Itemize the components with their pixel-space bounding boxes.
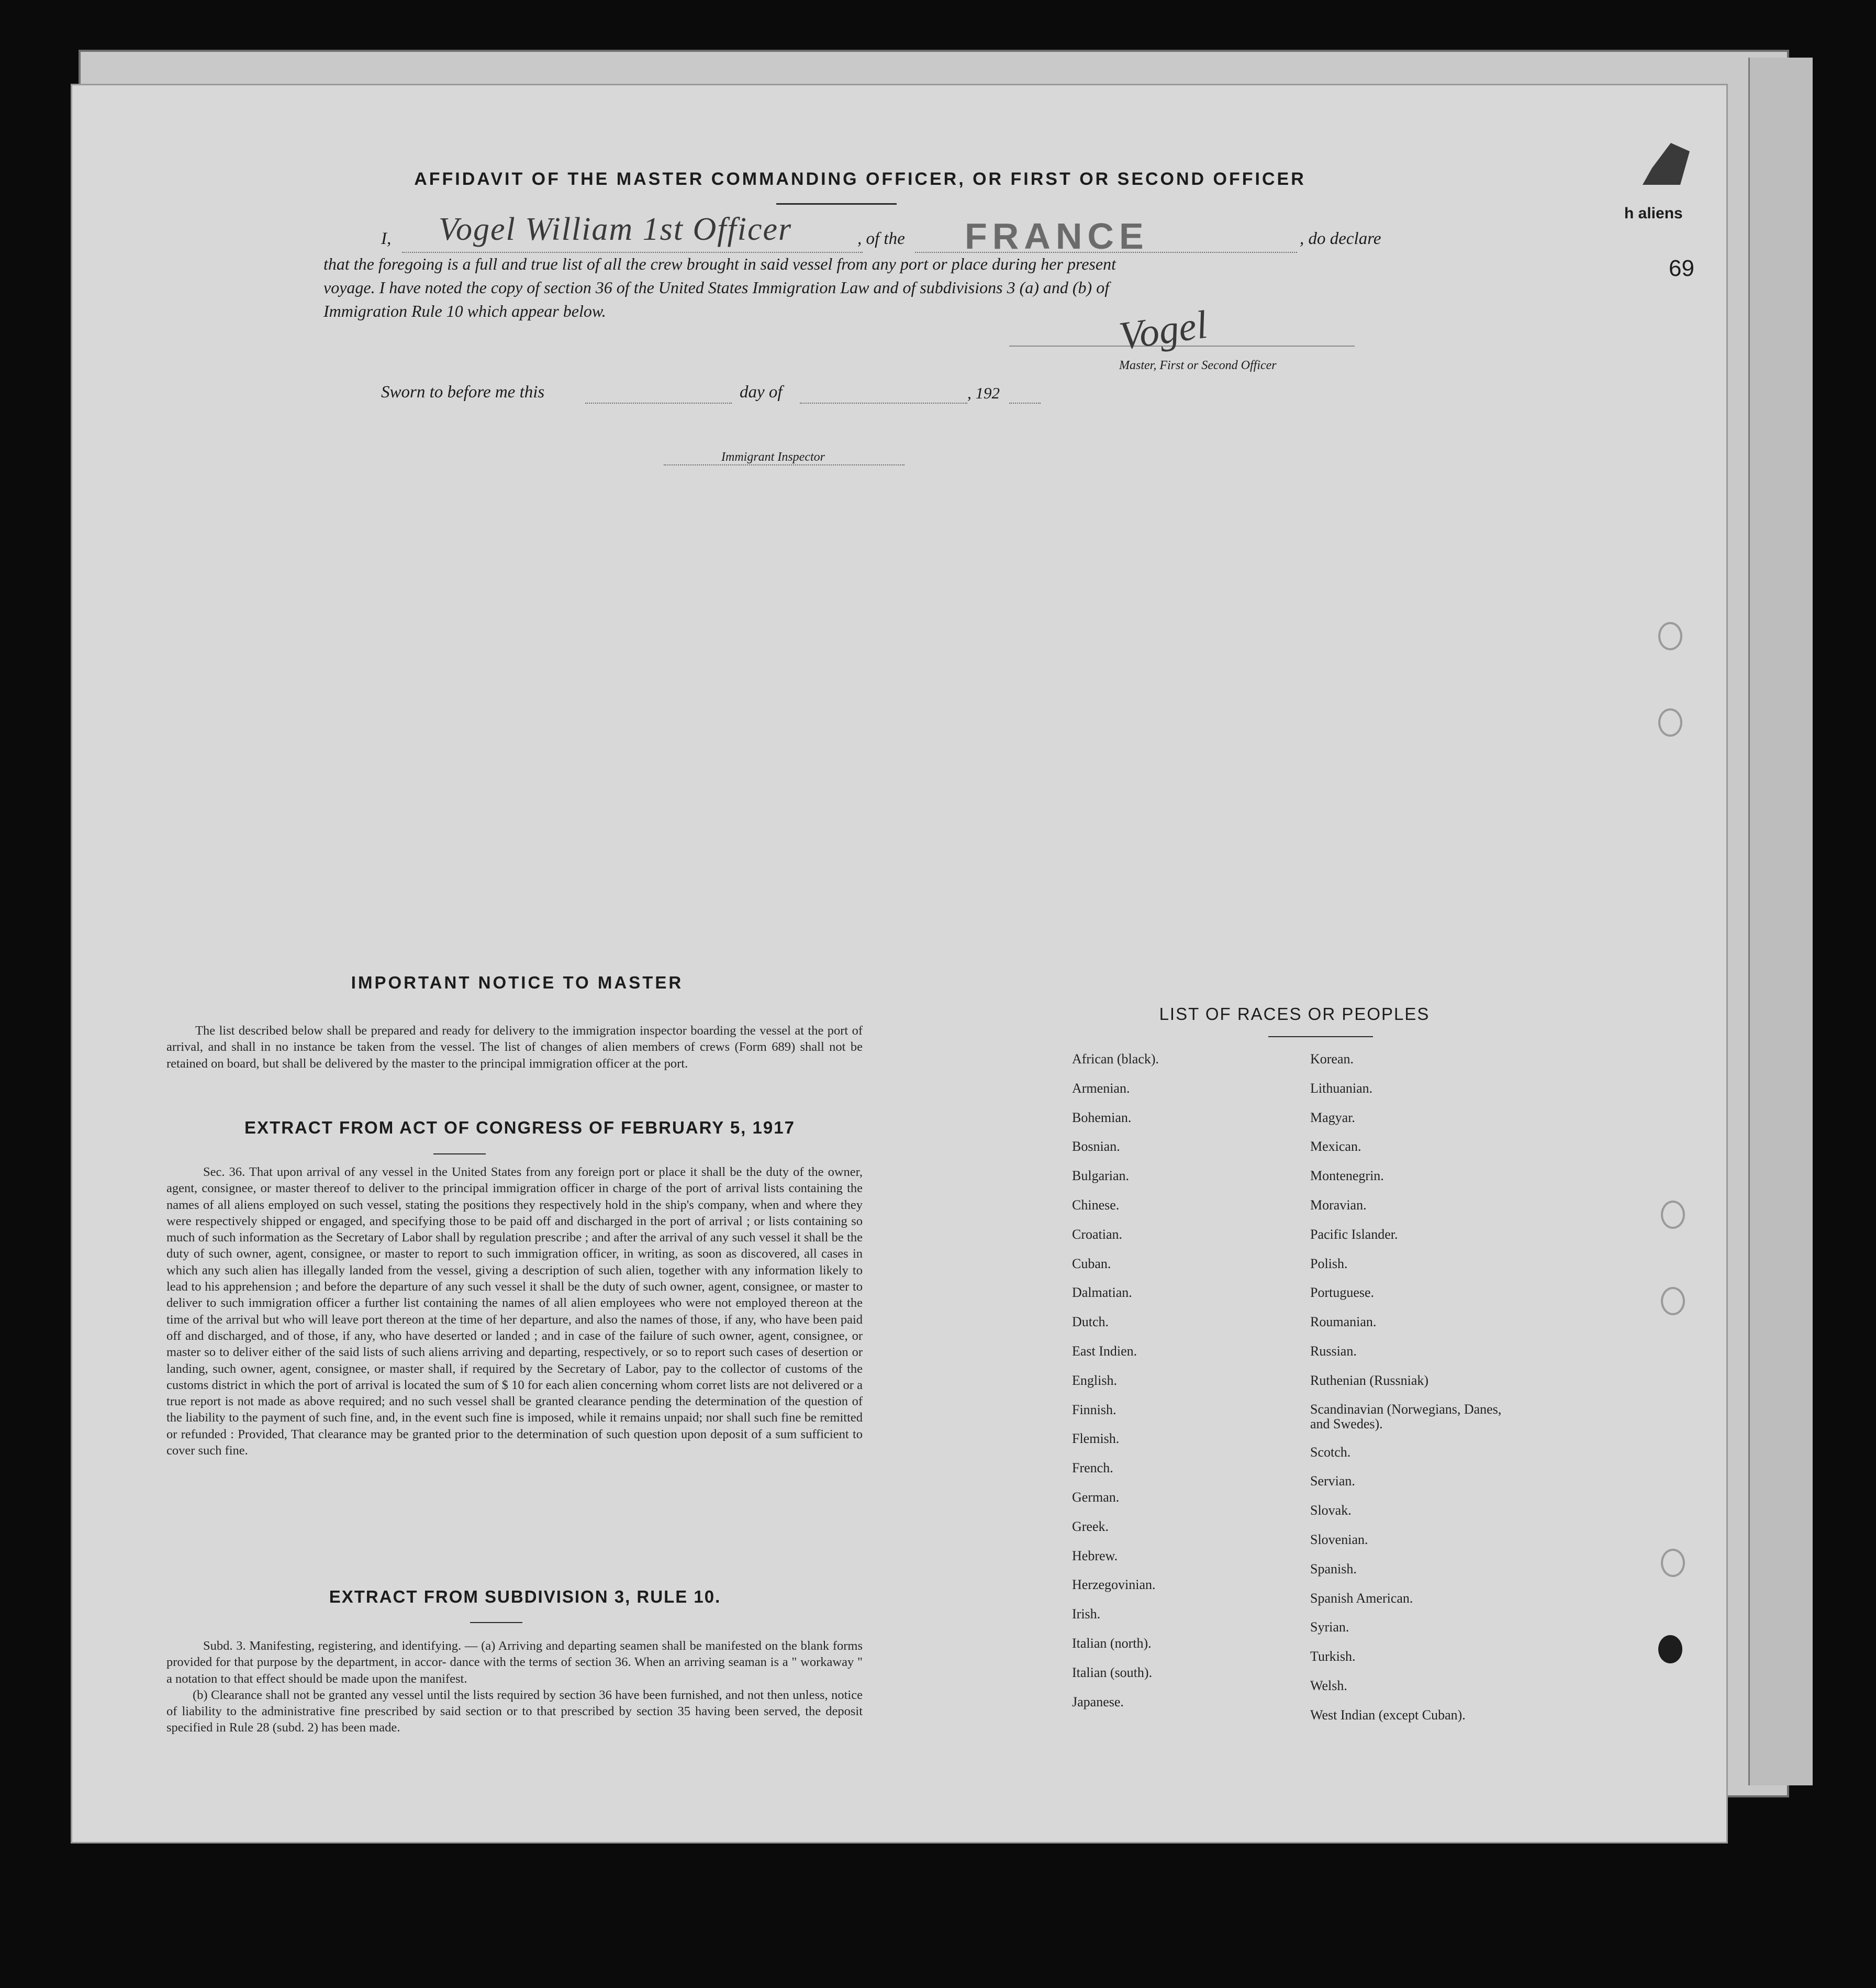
race-item: Pacific Islander.	[1310, 1226, 1398, 1242]
document-page	[71, 84, 1728, 1843]
race-item: Herzegovinian.	[1072, 1577, 1156, 1593]
rule-rule	[470, 1622, 522, 1623]
day-of-text: day of	[740, 383, 783, 402]
race-item: Dalmatian.	[1072, 1285, 1132, 1301]
notice-body: The list described below shall be prepared and ready for delivery to the immigration inspector boarding the vessel at the port of arrival, and shall in no instance be taken from the vessel. The list of changes of alien members of crews (Form 689) shall not be retained on board, but shall be delivered by the master to the principal immigration officer at the port.	[166, 1024, 863, 1071]
race-item: Korean.	[1310, 1051, 1354, 1067]
vessel-name-stamp: FRANCE	[965, 216, 1149, 257]
punch-hole	[1658, 622, 1682, 650]
races-title: LIST OF RACES OR PEOPLES	[1159, 1004, 1430, 1024]
sworn-text: Sworn to before me this	[381, 383, 545, 402]
race-item: Polish.	[1310, 1256, 1348, 1271]
affidavit-title: AFFIDAVIT OF THE MASTER COMMANDING OFFICER, OR FIRST OR SECOND OFFICER	[414, 169, 1306, 189]
race-item: Dutch.	[1072, 1314, 1109, 1330]
races-left-column	[1072, 1051, 1281, 1816]
race-item: Turkish.	[1310, 1649, 1356, 1664]
race-item: Italian (south).	[1072, 1664, 1153, 1680]
back-sheet-edge	[1748, 58, 1813, 1785]
rule-extract-body: Subd. 3. Manifesting, registering, and identifying. — (a) Arriving and departing seamen shall be manifested on the blank forms provided for that purpose by the department, in accor- dance with the terms of section 36. When an arriving seaman is a " workaway " a notation to that effect should be made upon the manifest. (b) Clearance shall not be granted any vessel until the lists required by section 36 have been furnished, and not then unless, notice of liability to the administrative fine prescribed by said section or to that prescribed by section 35 having been served, the deposit specified in Rule 28 (subd. 2) has been made.	[166, 1639, 863, 1735]
act-extract-title: EXTRACT FROM ACT OF CONGRESS OF FEBRUARY 5, 1917	[244, 1118, 795, 1137]
act-rule	[433, 1153, 486, 1154]
race-item: Lithuanian.	[1310, 1080, 1373, 1096]
race-item: Syrian.	[1310, 1619, 1349, 1635]
race-item: Flemish.	[1072, 1431, 1120, 1447]
race-item: Scandinavian (Norwegians, Danes, and Swedes).	[1310, 1401, 1502, 1431]
race-item: Scotch.	[1310, 1444, 1351, 1460]
race-item: Greek.	[1072, 1518, 1109, 1534]
act-extract-body: Sec. 36. That upon arrival of any vessel in the United States from any foreign port or place it shall be the duty of the owner, agent, consignee, or master thereof to deliver to the principal immigration officer in charge of the port of arrival lists containing the names of all aliens employed on such vessel, stating the positions they respectively hold in the ship's company, when and where they were respectively shipped or engaged, and specifying those to be paid off and discharged in the port of arrival ; or lists containing so much of such information as the Secretary of Labor shall by regulation prescribe ; and after the arrival of any such vessel it shall be the duty of such owner, agent, consignee, or master to report to such immigration officer, in writing, as soon as discovered, all cases in which any such alien has illegally landed from the vessel, giving a description of such alien, together with any information likely to lead to his apprehension ; and before the departure of any such vessel it shall be the duty of such owner, agent, consignee, or master to deliver to such immigration officer a further list containing the names of all alien employees who were not employed thereon at the time of the arrival but who will leave port thereon at the time of her departure, and also the names of those, if any, who have been paid off and discharged, and of those, if any, who have deserted or landed ; and in case of the failure of such owner, agent, consignee, or master so to deliver either of the said lists of such aliens arriving and departing, respectively, or so to report such cases of desertion or landing, such owner, agent, consignee, or master shall, if required by the Secretary of Labor, pay to the collector of customs of the customs district in which the port of arrival is located the sum of $ 10 for each alien concerning whom corret lists are not delivered or a true report is not made as above required; and no such vessel shall be granted clearance pending the determination of the question of the liability to the payment of such fine, and, in the event such fine is imposed, while it remains unpaid; nor shall such fine be remitted or refunded : Provided, That clearance may be granted prior to the determination of such question upon deposit of a sum sufficient to cover such fine.	[166, 1165, 863, 1458]
officer-signature: Vogel	[1116, 302, 1210, 359]
aliens-fragment: h aliens	[1624, 205, 1683, 222]
declaration-line-3: voyage. I have noted the copy of section 36 of the United States Immigration Law and of subdivisions 3 (a) and (b) of	[323, 278, 1110, 297]
i-label: I,	[381, 229, 392, 248]
punch-hole	[1661, 1201, 1685, 1229]
race-item: Spanish.	[1310, 1561, 1357, 1576]
races-right-column	[1310, 1051, 1530, 1816]
race-item: German.	[1072, 1490, 1120, 1505]
race-item: Irish.	[1072, 1606, 1101, 1622]
race-item: Montenegrin.	[1310, 1168, 1384, 1184]
punch-hole	[1658, 708, 1682, 737]
punch-hole	[1661, 1287, 1685, 1315]
race-item: Bohemian.	[1072, 1109, 1132, 1125]
race-item: Russian.	[1310, 1343, 1357, 1359]
do-declare-text: , do declare	[1300, 229, 1381, 248]
race-item: Italian (north).	[1072, 1636, 1152, 1651]
race-item: African (black).	[1072, 1051, 1159, 1067]
declaration-line-2: that the foregoing is a full and true list of all the crew brought in said vessel from any port or place during her present	[323, 254, 1116, 273]
race-item: Mexican.	[1310, 1139, 1361, 1154]
declaration-line-4: Immigration Rule 10 which appear below.	[323, 302, 606, 320]
race-item: Slovenian.	[1310, 1531, 1368, 1547]
race-item: Ruthenian (Russniak)	[1310, 1372, 1429, 1388]
race-item: Welsh.	[1310, 1678, 1347, 1693]
race-item: Slovak.	[1310, 1503, 1352, 1518]
year-text: , 192	[967, 384, 1000, 402]
race-item: Cuban.	[1072, 1256, 1111, 1271]
of-the-text: , of the	[857, 229, 905, 248]
race-item: Croatian.	[1072, 1226, 1123, 1242]
torn-corner	[1643, 143, 1690, 185]
race-item: French.	[1072, 1460, 1113, 1476]
race-item: Bulgarian.	[1072, 1168, 1130, 1184]
signature-caption: Master, First or Second Officer	[1119, 359, 1277, 372]
races-rule	[1268, 1036, 1373, 1037]
officer-name-handwriting: Vogel William 1st Officer	[439, 212, 792, 247]
title-underline	[776, 203, 897, 205]
race-item: Japanese.	[1072, 1694, 1124, 1709]
notice-title: IMPORTANT NOTICE TO MASTER	[351, 973, 684, 992]
race-item: West Indian (except Cuban).	[1310, 1707, 1466, 1723]
race-item: Magyar.	[1310, 1109, 1355, 1125]
race-item: Chinese.	[1072, 1197, 1120, 1213]
inspector-caption: Immigrant Inspector	[721, 450, 825, 464]
race-item: East Indien.	[1072, 1343, 1137, 1359]
race-item: Armenian.	[1072, 1080, 1130, 1096]
punch-hole	[1661, 1549, 1685, 1577]
race-item: Moravian.	[1310, 1197, 1367, 1213]
race-item: Spanish American.	[1310, 1590, 1413, 1606]
page-number: 69	[1669, 256, 1694, 281]
rule-extract-title: EXTRACT FROM SUBDIVISION 3, RULE 10.	[329, 1587, 721, 1606]
race-item: Finnish.	[1072, 1402, 1116, 1417]
punch-hole	[1658, 1635, 1682, 1663]
race-item: Hebrew.	[1072, 1548, 1118, 1563]
race-item: English.	[1072, 1372, 1117, 1388]
race-item: Bosnian.	[1072, 1139, 1120, 1154]
race-item: Portuguese.	[1310, 1285, 1375, 1301]
race-item: Servian.	[1310, 1473, 1355, 1489]
race-item: Roumanian.	[1310, 1314, 1377, 1330]
